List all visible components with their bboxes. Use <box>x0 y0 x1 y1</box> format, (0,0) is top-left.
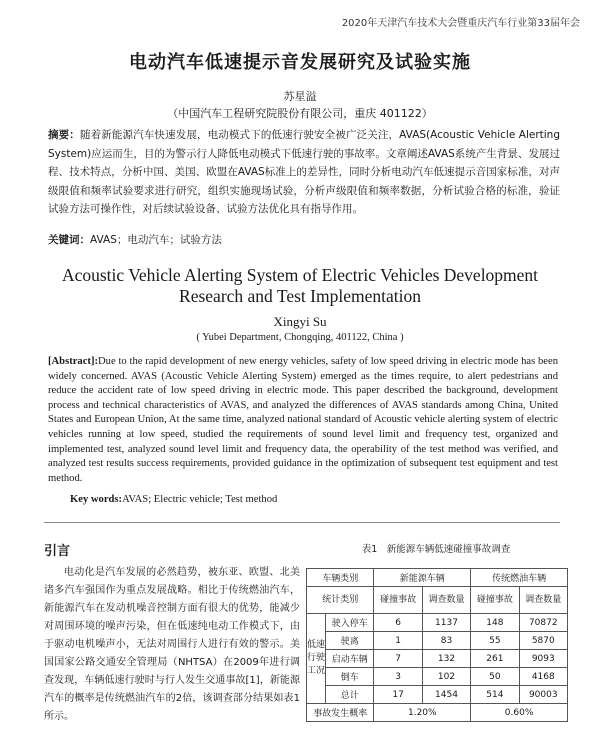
english-title-line-2: Research and Test Implementation <box>179 286 421 306</box>
chinese-keywords-label: 关键词： <box>48 234 90 246</box>
header-fuel-count: 调查数量 <box>519 587 567 614</box>
chinese-abstract-label: 摘要： <box>48 129 80 141</box>
header-stat-type: 统计类别 <box>307 587 374 614</box>
table-cell: 5870 <box>519 632 567 650</box>
running-header: 2020年天津汽车技术大会暨重庆汽车行业第33届年会 <box>341 18 580 29</box>
table-row-label: 启动车辆 <box>326 650 374 668</box>
chinese-affiliation: （中国汽车工程研究院股份有限公司，重庆 401122） <box>167 107 433 120</box>
english-title-line-1: Acoustic Vehicle Alerting System of Electric Vehicles Development <box>61 265 539 285</box>
table-row-label: 驶离 <box>326 632 374 650</box>
header-nev-count: 调查数量 <box>422 587 470 614</box>
table-caption: 表1 新能源车辆低速碰撞事故调查 <box>361 544 511 555</box>
table-cell: 1454 <box>422 686 470 704</box>
intro-heading: 引言 <box>44 544 71 559</box>
nev-rate: 1.20% <box>374 704 471 722</box>
english-affiliation: ( Yubei Department, Chongqing, 401122, China ) <box>196 332 404 343</box>
rate-label: 事故发生概率 <box>307 704 374 722</box>
chinese-author: 苏星溢 <box>283 90 317 103</box>
table-cell: 148 <box>471 614 519 632</box>
table-cell: 9093 <box>519 650 567 668</box>
table-cell: 70872 <box>519 614 567 632</box>
english-abstract-label: [Abstract]: <box>48 356 99 367</box>
table-cell: 6 <box>374 614 422 632</box>
table-cell: 50 <box>471 668 519 686</box>
table-cell: 102 <box>422 668 470 686</box>
header-fuel-accident: 碰撞事故 <box>471 587 519 614</box>
table-cell: 261 <box>471 650 519 668</box>
table-cell: 1 <box>374 632 422 650</box>
table-cell: 55 <box>471 632 519 650</box>
chinese-keywords <box>48 232 560 247</box>
english-abstract <box>48 355 558 486</box>
english-keywords-label: Key words: <box>70 494 123 505</box>
english-abstract-text: Due to the rapid development of new energy vehicles, safety of low speed driving in electric mode has been widely concerned. AVAS (Acoustic Vehicle Alerting System) emerged as the times require, to alert pedestrians and reduce the accident rate of low speed driving in electric mode. This paper described the background, development process and technical characteristics of AVAS, and analyzed the differences of AVAS standards among China, United States and European Union, At the same time, analyzed national standard of Acoustic vehicle alerting system of electric vehicles running at low speed, studied the requirements of sound level limit and frequency test, organized and implemented test, analyzed sound level limit and frequency data, the operability of the test method was verified, and analyzed test results success requirements, provided guidance in the optimization of subsequent test equipment and test method. <box>48 356 558 484</box>
english-title <box>0 265 600 307</box>
table-cell: 1137 <box>422 614 470 632</box>
header-vehicle-type: 车辆类别 <box>307 569 374 587</box>
table-row-label: 总计 <box>326 686 374 704</box>
english-keywords <box>70 494 550 505</box>
chinese-title: 电动汽车低速提示音发展研究及试验实施 <box>129 52 471 73</box>
table-cell: 7 <box>374 650 422 668</box>
chinese-abstract <box>48 126 560 219</box>
table-cell: 514 <box>471 686 519 704</box>
table-cell: 17 <box>374 686 422 704</box>
chinese-abstract-text: 随着新能源汽车快速发展，电动模式下的低速行驶安全被广泛关注，AVAS(Acoustic Vehicle Alerting System)应运而生，目的为警示行人降低电动模式下低速行驶的事故率。文章阐述AVAS系统产生背景、发展过程、技术特点，分析中国、美国、欧盟在AVAS标准上的差异性，同时分析电动汽车低速提示音国家标准，对声级限值和频率试验要求进行研究，组织实施现场试验，分析声级限值和频率数据，分析试验合格的标准，验证试验方法可操作性，对后续试验设备、试验方法优化具有指导作用。 <box>48 129 561 215</box>
chinese-keywords-text: AVAS；电动汽车；试验方法 <box>90 234 222 246</box>
header-fuel: 传统燃油车辆 <box>471 569 568 587</box>
section-divider <box>44 522 560 523</box>
table-row-label: 倒车 <box>326 668 374 686</box>
table-cell: 90003 <box>519 686 567 704</box>
fuel-rate: 0.60% <box>471 704 568 722</box>
intro-paragraph: 电动化是汽车发展的必然趋势，被东亚、欧盟、北美诸多汽车强国作为重点发展战略。相比于传统燃油汽车，新能源汽车在发动机噪音控制方面有很大的优势，能减少对周围环境的噪声污染，但在低速纯电动工作模式下，由于驱动电机噪声小，无法对周围行人进行有效的警示。美国国家公路交通安全管理局（NHTSA）在2009年进行调查发现，车辆低速行驶时与行人发生交通事故[1]，新能源汽车的概率是传统燃油汽车的2倍，该调查部分结果如表1所示。 <box>44 567 300 722</box>
accident-table <box>306 568 568 722</box>
header-nev-accident: 碰撞事故 <box>374 587 422 614</box>
table-cell: 132 <box>422 650 470 668</box>
table-cell: 83 <box>422 632 470 650</box>
english-author: Xingyi Su <box>273 314 327 329</box>
table-cell: 3 <box>374 668 422 686</box>
header-nev: 新能源车辆 <box>374 569 471 587</box>
english-keywords-text: AVAS; Electric vehicle; Test method <box>122 494 278 505</box>
table-row-label: 驶入停车 <box>326 614 374 632</box>
table-cell: 4168 <box>519 668 567 686</box>
vertical-condition-label: 低速行驶工况 <box>307 614 326 704</box>
